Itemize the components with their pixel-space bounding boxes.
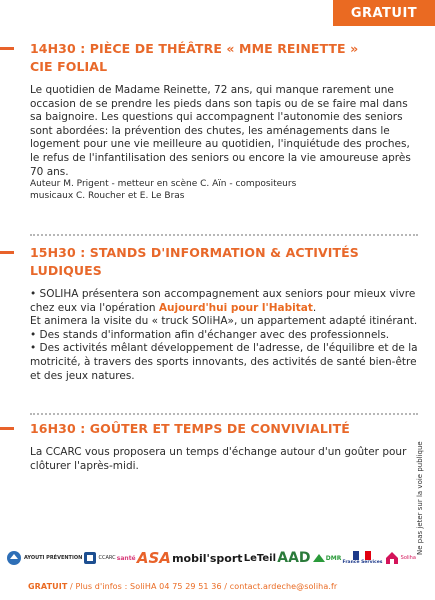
gratuit-badge: GRATUIT bbox=[333, 0, 435, 26]
logo-text: Soliha bbox=[400, 555, 416, 561]
logo-text: LeTeil bbox=[243, 552, 277, 564]
soliha-house-icon bbox=[384, 550, 400, 566]
section-body bbox=[30, 84, 420, 202]
footer-info[interactable]: / Plus d'infos : SoliHA 04 75 29 51 36 / contact.ardeche@soliha.fr bbox=[67, 582, 338, 591]
logo-text: DMR bbox=[325, 554, 342, 562]
logo-text: AYOUTI PRÉVENTION bbox=[24, 555, 83, 561]
dotted-separator bbox=[30, 234, 418, 236]
credits-line: Auteur M. Prigent - metteur en scène C. Aïn - compositeurs bbox=[30, 179, 297, 190]
bullet-activities: • Des activités mêlant développement de l'adresse, de l'équilibre et de la motricité, à travers des sports innovants, des activités de santé bien-être et des jeux natures. bbox=[30, 342, 418, 382]
section-accent-bar bbox=[0, 427, 14, 430]
section-accent-bar bbox=[0, 47, 14, 50]
logo-sante bbox=[117, 555, 136, 562]
section-body bbox=[30, 446, 420, 473]
theatre-description: Le quotidien de Madame Reinette, 72 ans, qui manque rarement une occasion de se prendre les pieds dans son tapis ou de se faire mal dans sa baignoire. Les questions qui accompagnent l'autonomie des seniors sont abordées: la prévention des chutes, les aménagements dans le logement pour une vie meilleure au quotidien, l'inquiétude des proches, le refus de l'infantilisation des seniors ou encore la vie amoureuse après 70 ans. bbox=[30, 84, 411, 178]
dotted-separator bbox=[30, 413, 418, 415]
section-title bbox=[30, 244, 420, 280]
section-title-line: 15H30 : STANDS D'INFORMATION & ACTIVITÉS bbox=[30, 245, 359, 260]
section-accent-bar bbox=[0, 251, 14, 254]
ayouti-icon bbox=[6, 550, 22, 566]
bullet-stands: • Des stands d'information afin d'échanger avec des professionnels. bbox=[30, 328, 390, 341]
section-title: 16H30 : GOÛTER ET TEMPS DE CONVIVIALITÉ bbox=[30, 421, 350, 436]
footer-gratuit: GRATUIT bbox=[28, 582, 68, 591]
logo-text: France Services bbox=[342, 560, 383, 565]
logo-text: AAD bbox=[277, 550, 311, 566]
logo-text: santé bbox=[116, 554, 136, 562]
dmr-icon bbox=[312, 552, 326, 564]
logo-mobil-sport bbox=[172, 552, 242, 565]
bullet-soliha bbox=[30, 288, 420, 315]
credits-line: musicaux C. Roucher et E. Le Bras bbox=[30, 190, 185, 201]
section-title-line: CIE FOLIAL bbox=[30, 59, 108, 74]
partner-logos bbox=[6, 544, 416, 572]
footer-contact bbox=[28, 582, 337, 591]
logo-ayouti bbox=[6, 550, 82, 566]
logo-le-teil bbox=[244, 553, 276, 564]
section-title-line: LUDIQUES bbox=[30, 263, 102, 278]
side-note: Ne pas jeter sur la voie publique bbox=[416, 441, 424, 555]
section-stands bbox=[30, 244, 420, 383]
section-theatre bbox=[30, 40, 420, 202]
gouter-description: La CCARC vous proposera un temps d'échange autour d'un goûter pour clôturer l'après-midi. bbox=[30, 446, 407, 472]
logo-ccarc bbox=[83, 550, 115, 566]
ccarc-icon bbox=[83, 550, 97, 566]
bullet-truck: Et animera la visite du « truck SOliHA», un appartement adapté itinérant. bbox=[30, 315, 418, 328]
logo-aad bbox=[277, 550, 310, 566]
logo-asa bbox=[137, 549, 171, 567]
logo-text: ASA bbox=[136, 549, 171, 567]
logo-text: mobil'sport bbox=[172, 551, 243, 565]
section-body bbox=[30, 288, 420, 383]
habitat-program-link[interactable]: Aujourd'hui pour l'Habitat bbox=[158, 301, 313, 314]
french-flag-icon bbox=[353, 551, 371, 560]
section-title bbox=[30, 40, 420, 76]
bullet-text: • SOLIHA présentera son accompagnement aux seniors pour mieux vivre chez eux via l'opération bbox=[30, 288, 416, 314]
logo-soliha bbox=[384, 550, 416, 566]
section-title-line: 14H30 : PIÈCE DE THÉÂTRE « MME REINETTE » bbox=[30, 41, 359, 56]
section-gouter bbox=[30, 420, 420, 473]
logo-dmr bbox=[312, 552, 342, 564]
bullet-text: . bbox=[312, 301, 317, 314]
logo-france-services bbox=[343, 551, 383, 565]
theatre-credits bbox=[30, 179, 420, 202]
logo-text: CCARC bbox=[98, 555, 116, 561]
